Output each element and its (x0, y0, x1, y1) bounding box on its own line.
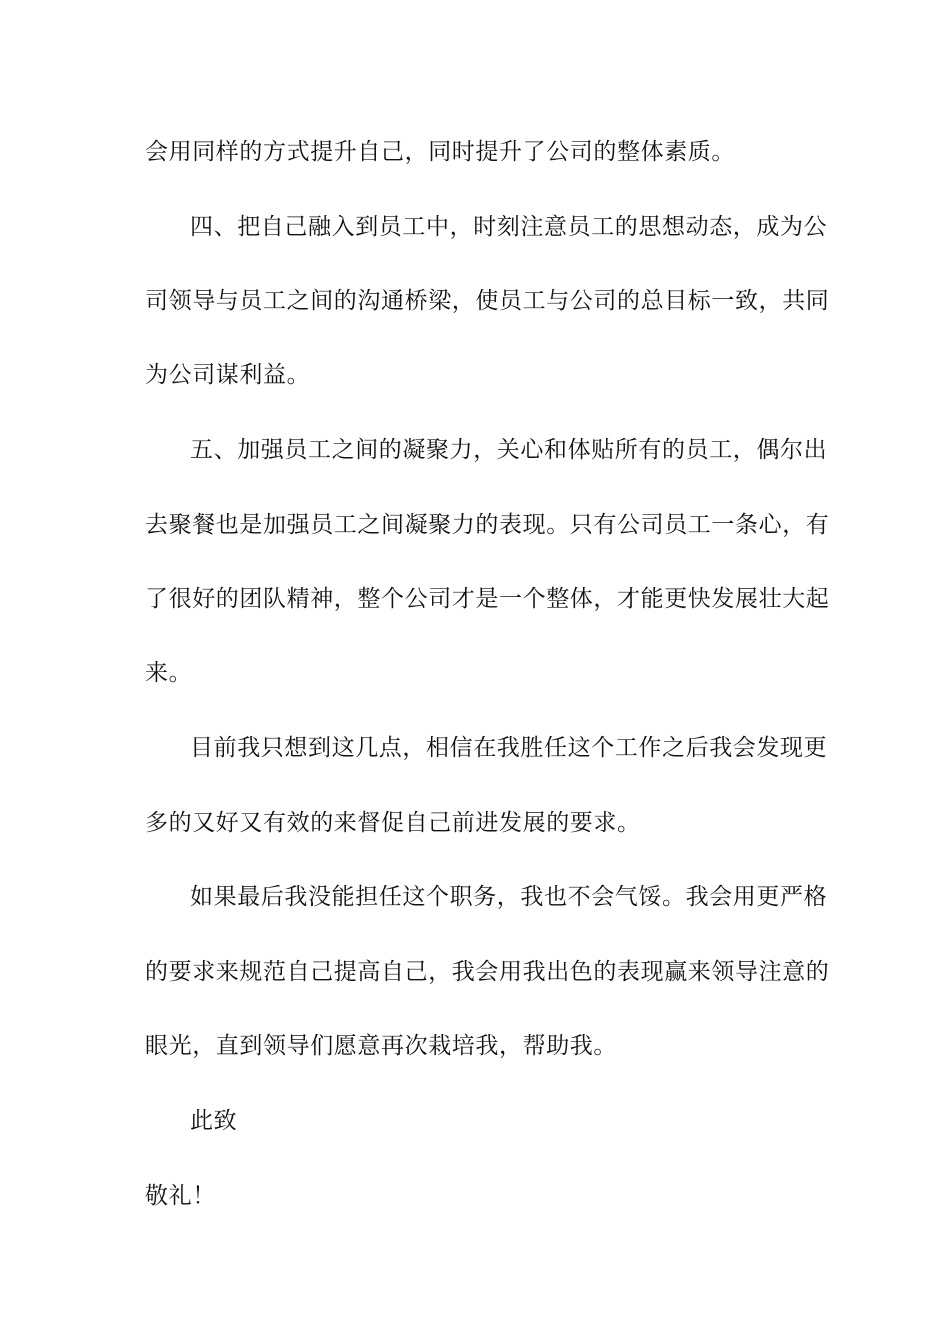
paragraph-3-line-end: 会用同样的方式提升自己，同时提升了公司的整体素质。 (145, 139, 735, 165)
paragraph-7-line-2: 的要求来规范自己提高自己，我会用我出色的表现赢来领导注意的 (145, 959, 830, 985)
paragraph-4-line-2: 司领导与员工之间的沟通桥梁，使员工与公司的总目标一致，共同 (145, 288, 830, 314)
paragraph-5-line-2: 去聚餐也是加强员工之间凝聚力的表现。只有公司员工一条心，有 (145, 512, 830, 538)
paragraph-4-line-3: 为公司谋利益。 (145, 362, 311, 388)
paragraph-5-line-3: 了很好的团队精神，整个公司才是一个整体，才能更快发展壮大起 (145, 586, 830, 612)
paragraph-5-line-4: 来。 (145, 660, 193, 686)
paragraph-7-line-1: 如果最后我没能担任这个职务，我也不会气馁。我会用更严格 (190, 884, 828, 910)
paragraph-6-line-1: 目前我只想到这几点，相信在我胜任这个工作之后我会发现更 (190, 735, 828, 761)
paragraph-4-line-1: 四、把自己融入到员工中，时刻注意员工的思想动态，成为公 (190, 214, 828, 240)
paragraph-5-line-1: 五、加强员工之间的凝聚力，关心和体贴所有的员工，偶尔出 (190, 437, 828, 463)
paragraph-7-line-3: 眼光，直到领导们愿意再次栽培我，帮助我。 (145, 1033, 617, 1059)
paragraph-6-line-2: 多的又好又有效的来督促自己前进发展的要求。 (145, 810, 641, 836)
closing-regards: 敬礼！ (145, 1183, 216, 1209)
closing-salutation: 此致 (190, 1108, 238, 1134)
